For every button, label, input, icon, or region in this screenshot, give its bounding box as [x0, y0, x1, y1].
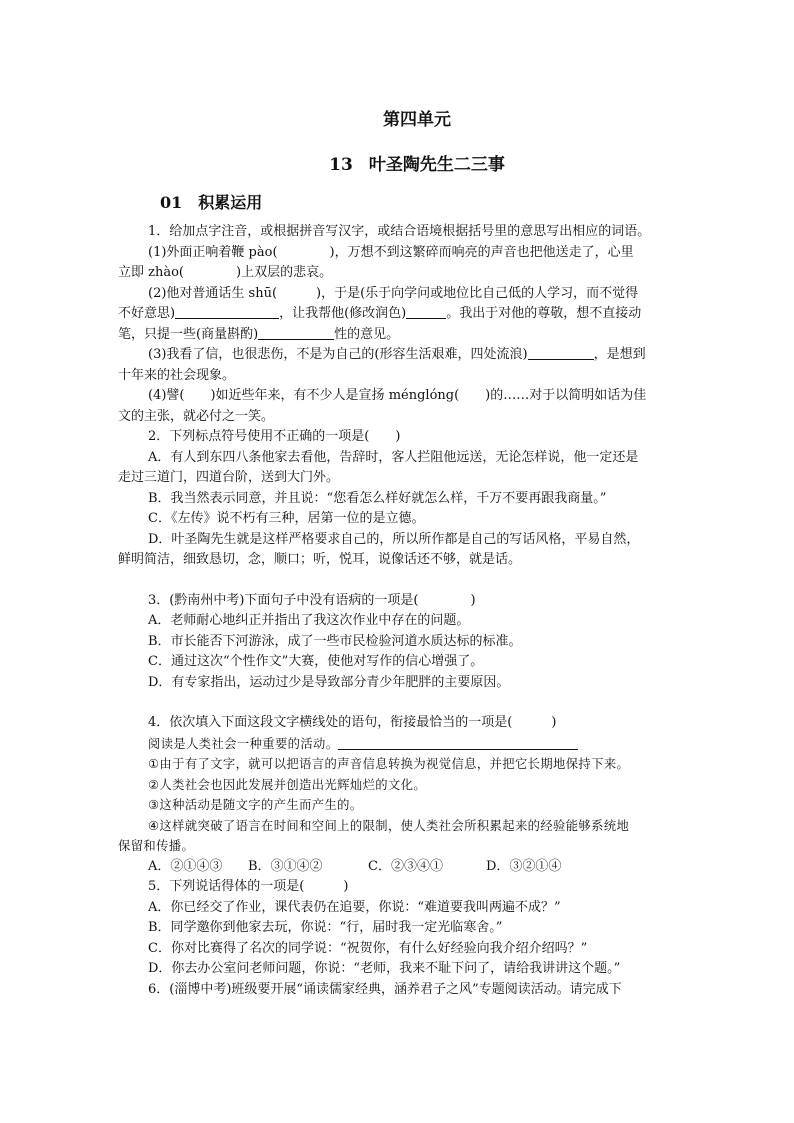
q2-option-d: 鲜明简洁，细致恳切，念，顺口；听，悦耳，说像话还不够，就是话。 — [118, 552, 522, 567]
q4-option: B．③①④② — [248, 858, 323, 874]
answer-blank[interactable] — [338, 735, 578, 750]
lesson-name: 叶圣陶先生二三事 — [368, 155, 505, 175]
q1-stem: 1．给加点字注音，或根据拼音写汉字，或结合语境根据括号里的意思写出相应的词语。 — [148, 224, 651, 239]
q3-option-d: D．有专家指出，运动过少是导致部分青少年肥胖的主要原因。 — [148, 674, 510, 690]
q6-stem: 6．(淄博中考)班级要开展“诵读儒家经典，涵养君子之风”专题阅读活动。请完成下 — [148, 981, 622, 997]
q4-option: C．②③④① — [368, 858, 443, 874]
q2-option-a: A．有人到东四八条他家去看他，告辞时，客人拦阻他远送，无论怎样说，他一定还是 — [148, 449, 639, 465]
q1-text: 笔，只提一些(商量斟酌) — [118, 326, 259, 342]
spacer — [118, 571, 678, 591]
q2-option-a: 走过三道门，四道台阶，送到大门外。 — [118, 470, 340, 485]
q3-option-b: B．市长能否下河游泳，成了一些市民检验河道水质达标的标准。 — [148, 633, 522, 649]
q5-option-a: A．你已经交了作业，课代表仍在追要，你说：“难道要我叫两遍不成？” — [148, 899, 561, 915]
q1-text: 不好意思) — [118, 306, 176, 321]
answer-blank[interactable] — [175, 304, 279, 319]
spacer — [118, 693, 678, 713]
lesson-number: 13 — [329, 155, 353, 175]
section-number: 01 — [160, 193, 183, 212]
q5-option-d: D．你去办公室问老师问题，你说：“老师，我来不耻下问了，请给我讲讲这个题。” — [148, 961, 621, 976]
q2-option-c: C．《左传》说不朽有三种，居第一位的是立德。 — [148, 511, 425, 526]
q2-option-b: B．我当然表示同意，并且说：“您看怎么样好就怎么样，千万不要再跟我商量。” — [148, 490, 607, 506]
q1-line — [118, 325, 678, 346]
lesson-title — [0, 150, 794, 175]
question-body — [118, 222, 678, 1000]
q3-stem: 3．(黔南州中考)下面句子中没有语病的一项是( ) — [148, 592, 476, 608]
q1-line: 十年来的社会现象。 — [118, 367, 236, 383]
q1-line: 立即 zhào( )上双层的悲哀。 — [118, 265, 333, 280]
q1-line: (1)外面正响着鞭 pào( )，万想不到这繁碎而响亮的声音也把他送走了，心里 — [148, 244, 634, 260]
q1-line — [118, 304, 678, 325]
q1-line: (4)譬( )如近些年来，有不少人是宣扬 ménglóng( )的……对于以简明如话为佳 — [148, 388, 647, 403]
q1-line — [118, 345, 678, 366]
q2-option-d: D．叶圣陶先生就是这样严格要求自己的，所以所作都是自己的写话风格，平易自然， — [148, 531, 640, 547]
q4-options — [118, 857, 678, 878]
q5-stem: 5．下列说话得体的一项是( ) — [148, 879, 349, 894]
q4-passage — [118, 734, 678, 755]
q1-line: (2)他对普通话生 shū( )，于是(乐于向学问或地位比自己低的人学习，而不觉得 — [148, 285, 639, 301]
q4-sentence: ①由于有了文字，就可以把语言的声音信息转换为视觉信息，并把它长期地保持下来。 — [148, 757, 630, 771]
q4-passage-text: 阅读是人类社会一种重要的活动。 — [148, 736, 339, 751]
q4-sentence: ③这种活动是随文字的产生而产生的。 — [148, 798, 363, 812]
q3-option-c: C．通过这次“个性作文”大赛，使他对写作的信心增强了。 — [148, 654, 484, 669]
section-heading — [160, 190, 262, 213]
q4-sentence: 保留和传播。 — [118, 839, 195, 853]
q4-sentence: ②人类社会也因此发展并创造出光辉灿烂的文化。 — [148, 777, 427, 792]
q1-text: ，是想到 — [593, 347, 646, 362]
q4-sentence: ④这样就突破了语言在时间和空间上的限制，使人类社会所积累起来的经验能够系统地 — [148, 818, 630, 833]
q2-stem: 2．下列标点符号使用不正确的一项是( ) — [148, 429, 401, 444]
q5-option-b: B．同学邀你到他家去玩，你说：“行，届时我一定光临寒舍。” — [148, 920, 503, 935]
unit-title: 第四单元 — [383, 110, 451, 130]
answer-blank[interactable] — [528, 345, 594, 360]
q3-option-a: A．老师耐心地纠正并指出了我这次作业中存在的问题。 — [148, 613, 470, 628]
answer-blank[interactable] — [258, 325, 334, 340]
section-name: 积累运用 — [198, 193, 263, 212]
q4-option: A．②①④③ — [148, 858, 223, 874]
q4-option: D．③②①④ — [486, 858, 562, 874]
q1-text: 。我出于对他的尊敬，想不直接动 — [446, 306, 642, 321]
q1-text: (3)我看了信，也很悲伤，不是为自己的(形容生活艰难，四处流浪) — [148, 347, 528, 362]
q1-line: 文的主张，就必付之一笑。 — [118, 408, 275, 424]
q4-stem: 4．依次填入下面这段文字横线处的语句，衔接最恰当的一项是( ) — [148, 715, 557, 730]
q1-text: 性的意见。 — [334, 326, 400, 342]
q1-text: ，让我帮他(修改润色) — [279, 306, 407, 321]
answer-blank[interactable] — [406, 304, 446, 319]
q5-option-c: C．你对比赛得了名次的同学说：“祝贺你，有什么好经验向我介绍介绍吗？” — [148, 940, 588, 956]
